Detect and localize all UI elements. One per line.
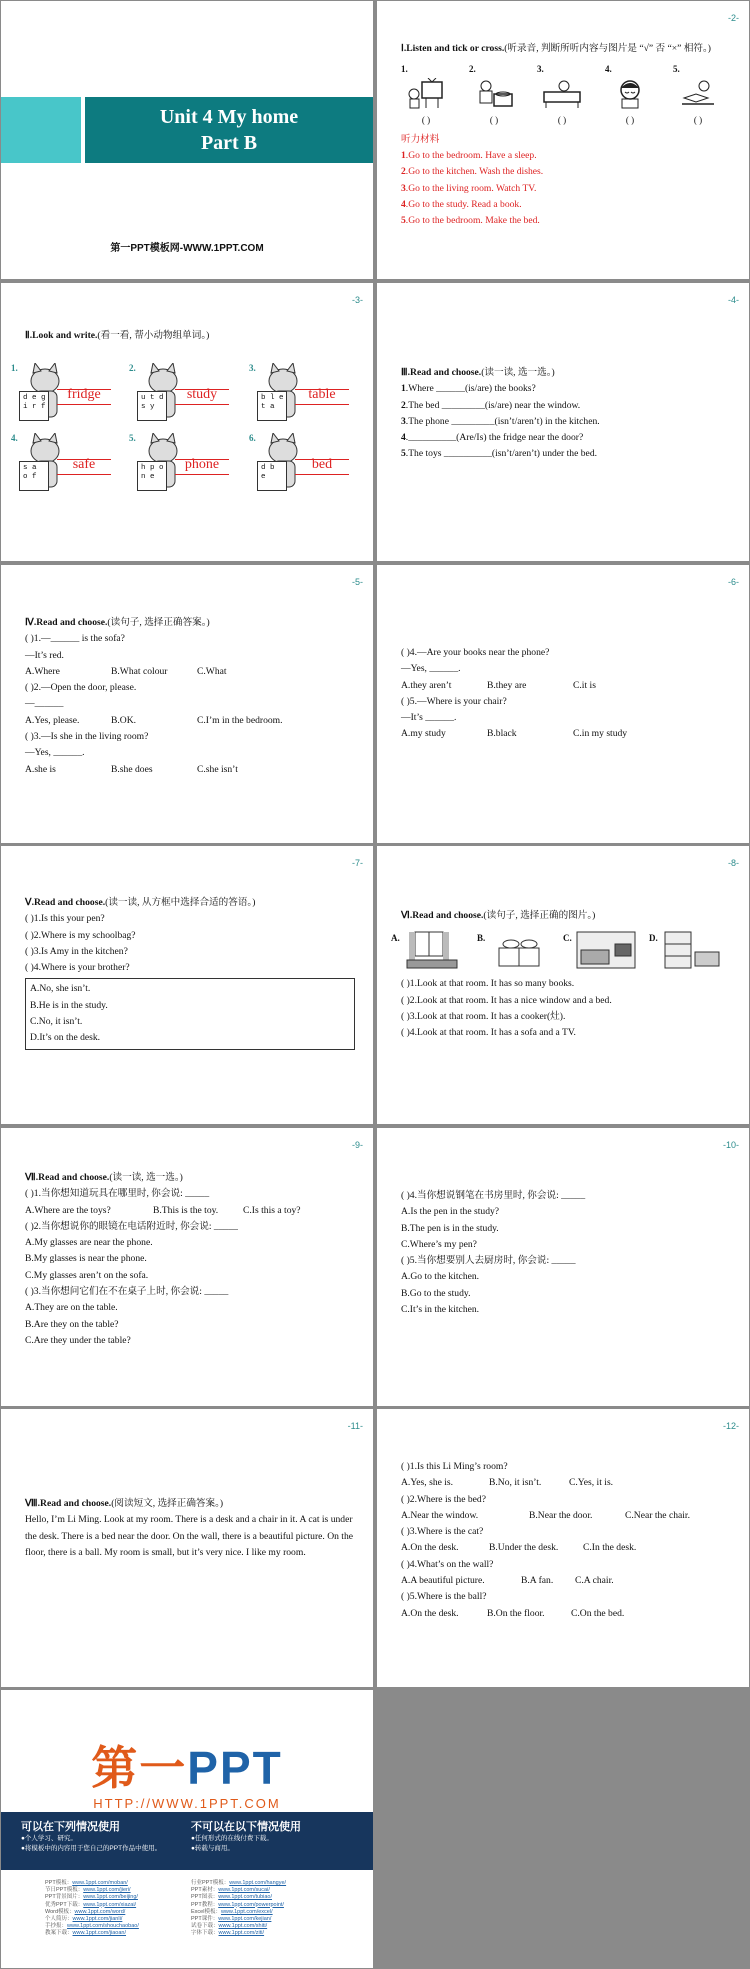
option: C.Are they under the table?: [25, 1334, 131, 1346]
page-number: -7-: [352, 858, 363, 868]
section-heading: Ⅵ.Read and choose.(读句子, 选择正确的图片。): [401, 910, 596, 921]
picture-option: D.: [649, 930, 735, 970]
section-heading: Ⅷ.Read and choose.(阅读短文, 选择正确答案。): [25, 1498, 224, 1509]
slide-7: [1, 846, 373, 1124]
options-row: A.she is B.she does C.she isn’t: [25, 763, 238, 775]
question: ( )4.Look at that room. It has a sofa and a TV.: [401, 1027, 576, 1039]
resource-link-row[interactable]: PPT模板：www.1ppt.com/moban/: [45, 1880, 128, 1886]
resource-link-row[interactable]: 优秀PPT下载：www.1ppt.com/xiazai/: [45, 1901, 137, 1908]
options-box: [25, 978, 355, 1049]
reading-book-icon: [678, 78, 718, 110]
resource-link-row[interactable]: Excel模板：www.1ppt.com/excel/: [191, 1908, 273, 1915]
resource-link-row[interactable]: 手抄报：www.1ppt.com/shouchaobao/: [45, 1923, 139, 1930]
slide-10: [377, 1128, 749, 1406]
options-row: A.Where are the toys? B.This is the toy. C.Is this a toy?: [25, 1204, 301, 1216]
living-room-picture-icon: [575, 930, 637, 970]
item-number: 3.: [537, 64, 544, 75]
answer-word: phone: [184, 457, 220, 472]
slide-9: [1, 1128, 373, 1406]
resource-link-row[interactable]: 字体下载：www.1ppt.com/ziti/: [191, 1930, 265, 1937]
resource-link-row[interactable]: 节日PPT模板：www.1ppt.com/jieri/: [45, 1887, 131, 1894]
option: A.My glasses are near the phone.: [25, 1237, 153, 1249]
question: ( )5.当你想要别人去厨房时, 你会说: _____: [401, 1255, 576, 1267]
picture-item: 1. ( ): [401, 61, 451, 128]
logo-url: HTTP://WWW.1PPT.COM: [93, 1796, 281, 1811]
item-number: 5.: [673, 64, 680, 75]
page-number: -12-: [722, 1421, 739, 1431]
item-number: 1.: [11, 363, 18, 373]
washing-dishes-icon: [474, 78, 514, 110]
bedroom-picture-icon: [403, 930, 465, 970]
letter-card: s a o f: [19, 461, 49, 491]
page-number: -9-: [352, 1140, 363, 1150]
option: A.They are on the table.: [25, 1302, 118, 1314]
resource-link-row[interactable]: PPT背景图片：www.1ppt.com/beijing/: [45, 1894, 138, 1901]
animal-card: [11, 433, 129, 503]
question: ( )2.当你想说你的眼镜在电话附近时, 你会说: _____: [25, 1220, 238, 1232]
kitchen-picture-icon: [489, 930, 551, 970]
picture-option: B.: [477, 930, 563, 970]
option: D.It’s on the desk.: [30, 1032, 101, 1044]
slide-2: [377, 1, 749, 279]
sleeping-icon: [610, 78, 650, 110]
material-line: 2.Go to the kitchen. Wash the dishes.: [401, 166, 544, 178]
slide-3: [1, 283, 373, 561]
title-band: [85, 97, 373, 163]
logo-mark: 第一: [91, 1742, 188, 1794]
section-heading: Ⅳ.Read and choose.(读句子, 选择正确答案。): [25, 617, 210, 628]
item-number: 2.: [129, 363, 136, 373]
resource-link-row[interactable]: PPT教程：www.1ppt.com/powerpoint/: [191, 1901, 284, 1908]
title-accent-band: [1, 97, 81, 163]
resource-link-row[interactable]: PPT素材：www.1ppt.com/sucai/: [191, 1887, 270, 1894]
letter-card: u t d s y: [137, 391, 167, 421]
question: ( )3.Look at that room. It has a cooker(灶).: [401, 1010, 566, 1022]
letter-card: h p o n e: [137, 461, 167, 491]
option: C.My glasses aren’t on the sofa.: [25, 1269, 149, 1281]
title-line-1: Unit 4 My home: [159, 106, 299, 128]
options-row: A.A beautiful picture. B.A fan. C.A chair.: [401, 1575, 614, 1587]
slide-11: [1, 1409, 373, 1687]
answer-word: table: [308, 387, 336, 402]
item-number: 2.: [469, 64, 476, 75]
usage-forbidden-title: 不可以在以下情况使用: [191, 1821, 301, 1833]
page-number: -11-: [347, 1421, 363, 1431]
resource-link-row[interactable]: PPT课件：www.1ppt.com/kejian/: [191, 1916, 272, 1923]
slide-5: [1, 565, 373, 843]
material-title: 听力材料: [401, 133, 440, 145]
material-line: 4.Go to the study. Read a book.: [401, 199, 522, 211]
picture-item: 2. ( ): [469, 61, 519, 128]
options-row: A.On the desk. B.On the floor. C.On the bed.: [401, 1607, 625, 1619]
question-line: 2.The bed _________(is/are) near the window.: [401, 399, 581, 411]
options-row: A.my study B.black C.in my study: [401, 728, 628, 740]
question: ( )4.—Are your books near the phone?: [401, 647, 550, 658]
question: ( )2.—Open the door, please.: [25, 682, 137, 694]
page-number: -3-: [352, 295, 363, 305]
question: ( )4.当你想说钢笔在书房里时, 你会说: _____: [401, 1190, 586, 1201]
animal-card: [249, 363, 367, 433]
question: ( )1.Look at that room. It has so many books.: [401, 978, 575, 990]
picture-option: C.: [563, 930, 649, 970]
material-line: 3.Go to the living room. Watch TV.: [401, 182, 537, 194]
question: ( )1.当你想知道玩具在哪里时, 你会说: _____: [25, 1188, 210, 1200]
question-line: 3.The phone _________(isn’t/aren’t) in the kitchen.: [401, 415, 600, 427]
study-picture-icon: [661, 930, 723, 970]
option: B.He is in the study.: [30, 999, 108, 1011]
picture-item: 3. ( ): [537, 61, 587, 128]
letter-card: d b e: [257, 461, 287, 491]
page-number: -2-: [728, 13, 739, 23]
material-line: 5.Go to the bedroom. Make the bed.: [401, 215, 540, 227]
slide-4: [377, 283, 749, 561]
question: ( )5.Where is the ball?: [401, 1591, 487, 1603]
resource-link-row[interactable]: PPT图表：www.1ppt.com/tubiao/: [191, 1894, 273, 1901]
resource-link-row[interactable]: 行业PPT模板：www.1ppt.com/hangye/: [191, 1880, 287, 1886]
slide-6: [377, 565, 749, 843]
section-heading: Ⅶ.Read and choose.(读一读, 选一选。): [25, 1172, 183, 1183]
animal-card: [249, 433, 367, 503]
option: C.Where’s my pen?: [401, 1238, 477, 1250]
usage-allowed-title: 可以在下列情况使用: [21, 1821, 120, 1833]
answer-word: study: [186, 387, 218, 402]
picture-row: [391, 930, 735, 970]
making-bed-icon: [542, 78, 582, 110]
slide-13: [1, 1690, 373, 1968]
picture-option: A.: [391, 930, 477, 970]
section-heading: Ⅴ.Read and choose.(读一读, 从方框中选择合适的答语。): [25, 897, 256, 908]
question: ( )3.当你想问它们在不在桌子上时, 你会说: _____: [25, 1286, 229, 1298]
question: ( )3.Where is the cat?: [401, 1526, 484, 1538]
page-number: -4-: [728, 295, 739, 305]
brand-logo: [1, 1732, 373, 1811]
picture-item: 4. ( ): [605, 61, 655, 128]
question: ( )4.What’s on the wall?: [401, 1558, 494, 1570]
option: A.Is the pen in the study?: [401, 1206, 500, 1218]
question: ( )2.Where is the bed?: [401, 1493, 486, 1505]
picture-item: 5. ( ): [673, 61, 723, 128]
option: B.Go to the study.: [401, 1287, 471, 1299]
resource-link-row[interactable]: 试卷下载：www.1ppt.com/shiti/: [191, 1923, 268, 1930]
answer-prompt: —Yes, ______.: [25, 747, 85, 759]
item-number: 3.: [249, 363, 256, 373]
question: ( )2.Where is my schoolbag?: [25, 929, 136, 941]
item-number: 5.: [129, 433, 136, 443]
reading-passage: Hello, I’m Li Ming. Look at my room. There is a desk and a chair in it. A cat is under the desk. There is a bed near the door. On the wall, there is a beautiful picture. On the floor, there is a ball. My room is small, but it’s very nice. I like my room.: [25, 1514, 354, 1558]
answer-prompt: —It’s ______.: [401, 712, 457, 724]
resource-link-row[interactable]: 教案下载：www.1ppt.com/jiaoan/: [45, 1930, 127, 1937]
material-line: 1.Go to the bedroom. Have a sleep.: [401, 150, 537, 162]
title-line-2: Part B: [200, 132, 258, 154]
answer-word: safe: [72, 457, 96, 472]
picture-row: [401, 61, 735, 128]
page-number: -5-: [352, 577, 363, 587]
answer-word: bed: [311, 457, 333, 472]
option: B.The pen is in the study.: [401, 1222, 499, 1234]
animal-card: [129, 363, 247, 433]
letter-card: b l e t a: [257, 391, 287, 421]
answer-prompt: —Yes, ______.: [401, 663, 461, 675]
options-row: A.Where B.What colour C.What: [25, 665, 227, 677]
animal-card: [129, 433, 247, 503]
resource-link-row[interactable]: Word模板：www.1ppt.com/word/: [45, 1908, 126, 1915]
section-heading: Ⅲ.Read and choose.(读一读, 选一选。): [401, 367, 555, 378]
section-heading: Ⅱ.Look and write.(看一看, 帮小动物组单词。): [25, 330, 210, 341]
option: A.Go to the kitchen.: [401, 1271, 480, 1283]
page-number: -8-: [728, 858, 739, 868]
resource-link-row[interactable]: 个人简历：www.1ppt.com/jianli/: [45, 1916, 123, 1923]
question-line: 4.__________(Are/Is) the fridge near the door?: [401, 432, 584, 444]
slide-1: [1, 1, 373, 279]
page-number: -6-: [728, 577, 739, 587]
options-row: A.they aren’t B.they are C.it is: [401, 679, 596, 691]
slide-8: [377, 846, 749, 1124]
site-label: 第一PPT模板网-WWW.1PPT.COM: [110, 243, 264, 254]
option: A.No, she isn’t.: [30, 983, 91, 995]
answer-prompt: —It’s red.: [25, 649, 64, 661]
tv-watching-icon: [406, 78, 446, 110]
answer-prompt: —______: [25, 698, 64, 710]
options-row: A.Near the window. B.Near the door. C.Near the chair.: [401, 1509, 690, 1521]
logo-text: PPT: [187, 1742, 283, 1794]
item-number: 6.: [249, 433, 256, 443]
page-number: -10-: [722, 1140, 739, 1150]
question: ( )1.Is this Li Ming’s room?: [401, 1461, 508, 1472]
section-heading: Ⅰ.Listen and tick or cross.(听录音, 判断所听内容与图片是 “√” 否 “×” 相符。): [401, 43, 712, 54]
usage-allowed-item: ●个人学习、研究。: [21, 1835, 77, 1842]
option: B.My glasses is near the phone.: [25, 1253, 147, 1265]
question-line: 5.The toys __________(isn’t/aren’t) under the bed.: [401, 448, 598, 460]
options-row: A.On the desk. B.Under the desk. C.In the desk.: [401, 1542, 637, 1554]
answer-word: fridge: [67, 387, 101, 402]
item-number: 4.: [605, 64, 612, 75]
item-number: 1.: [401, 64, 408, 75]
question-line: 1.Where ______(is/are) the books?: [401, 383, 536, 395]
options-row: A.Yes, please. B.OK. C.I’m in the bedroom.: [25, 714, 283, 726]
usage-allowed-item: ●将模板中的内容用于您自己的PPT作品中使用。: [21, 1845, 162, 1852]
question: ( )1.—______ is the sofa?: [25, 633, 125, 645]
usage-forbidden-item: ●任何形式的在线付费下载。: [191, 1835, 273, 1842]
item-number: 4.: [11, 433, 18, 443]
option: C.It’s in the kitchen.: [401, 1304, 480, 1316]
animal-card: [11, 363, 129, 433]
letter-card: d e g i r f: [19, 391, 49, 421]
question: ( )2.Look at that room. It has a nice window and a bed.: [401, 994, 612, 1006]
option: C.No, it isn’t.: [30, 1016, 83, 1028]
question: ( )1.Is this your pen?: [25, 913, 105, 925]
question: ( )3.Is Amy in the kitchen?: [25, 945, 128, 957]
question: ( )4.Where is your brother?: [25, 962, 130, 974]
options-row: A.Yes, she is. B.No, it isn’t. C.Yes, it is.: [401, 1477, 614, 1489]
slide-12: [377, 1409, 749, 1687]
question: ( )3.—Is she in the living room?: [25, 731, 149, 743]
usage-terms-band: [1, 1812, 373, 1870]
usage-forbidden-item: ●转载与商用。: [191, 1845, 234, 1852]
question: ( )5.—Where is your chair?: [401, 695, 507, 707]
option: B.Are they on the table?: [25, 1318, 119, 1330]
